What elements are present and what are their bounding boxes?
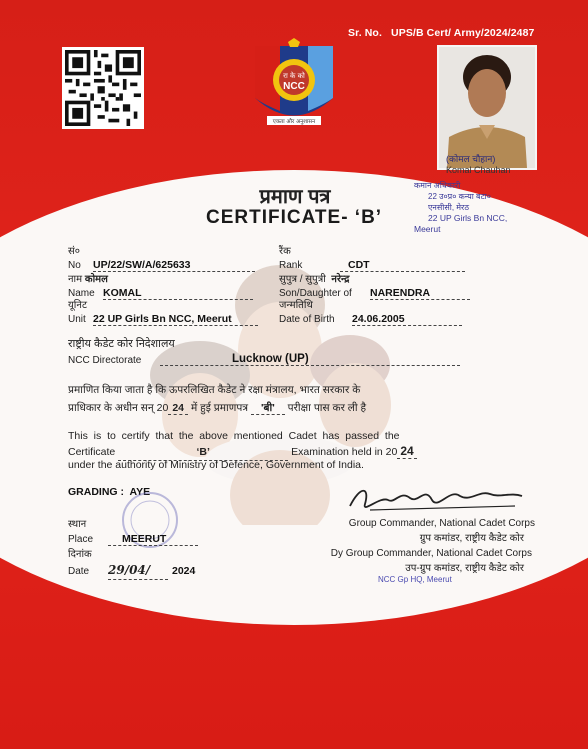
commander-signature-icon <box>340 476 530 521</box>
place-label-hindi: स्थान <box>68 519 87 530</box>
serial-label: Sr. No. <box>348 27 382 39</box>
stamp-line: Meerut <box>414 224 441 234</box>
body-english-year: 24 <box>397 444 416 459</box>
place-value: MEERUT <box>108 533 198 546</box>
ncc-emblem <box>253 38 335 128</box>
ncc-emblem-icon <box>253 38 335 128</box>
dob-label: Date of Birth <box>279 314 335 325</box>
grading-label: GRADING : <box>68 486 124 498</box>
photo-signature <box>432 152 511 175</box>
stamp-line: 22 उ०प्र० कन्या बटा० <box>428 192 491 201</box>
serial-value: UPS/B Cert/ Army/2024/2487 <box>391 27 535 39</box>
body-hindi-line2 <box>68 400 538 416</box>
name-value: KOMAL <box>103 287 253 300</box>
name-label-hindi <box>68 274 108 286</box>
date-label-hindi: दिनांक <box>68 549 92 560</box>
unit-label: Unit <box>68 314 86 325</box>
unit-label-hindi: यूनिट <box>68 300 87 311</box>
name-label: Name <box>68 288 95 299</box>
rank-value: CDT <box>340 259 465 272</box>
place-label: Place <box>68 534 94 545</box>
grading-value: AYE <box>129 486 151 498</box>
name-label-hindi-text: नाम <box>68 274 83 285</box>
emblem-text: NCC <box>283 81 305 92</box>
body-hindi-line1: प्रमाणित किया जाता है कि ऊपरलिखित कैडेट ने रक्षा मंत्रालय, भारत सरकार के <box>68 384 361 396</box>
dy-group-commander-en: Dy Group Commander, National Cadet Corps <box>330 548 532 559</box>
body-hindi-text: प्राधिकार के अधीन सन् 20 <box>68 402 169 414</box>
son-label-hindi-text: सुपुत्र / सुपुत्री <box>279 274 326 285</box>
photo-signature-name: Komal Chauhan <box>446 165 511 175</box>
body-english-line3: under the authority of Ministry of Defence, Government of India. <box>68 459 364 471</box>
date-handwritten-text: 29/04/ <box>108 563 151 577</box>
directorate-label-hindi: राष्ट्रीय कैडेट कोर निदेशालय <box>68 338 175 350</box>
directorate-label: NCC Directorate <box>68 355 142 366</box>
title-english: CERTIFICATE- ‘B’ <box>206 207 383 228</box>
body-hindi-text: परीक्षा पास कर ली है <box>287 402 367 414</box>
body-english-cert: ‘B’ <box>118 444 288 461</box>
date-value-handwritten <box>108 561 168 580</box>
son-label: Son/Daughter of <box>279 288 352 299</box>
stamp-line: कमान अधिकारी <box>414 181 461 190</box>
body-english-text: Examination held in 20 <box>291 446 398 458</box>
son-value-hindi: नरेन्द्र <box>331 274 350 285</box>
son-value: NARENDRA <box>370 287 470 300</box>
name-value-hindi: कोमल <box>84 274 108 285</box>
emblem-text-hindi: रा के को <box>283 72 305 80</box>
body-hindi-year: 24 <box>168 402 188 415</box>
photo-signature-hindi: (कोमल चौहान) <box>446 154 496 164</box>
group-commander-hi: ग्रुप कमांडर, राष्ट्रीय कैडेट कोर <box>419 533 524 544</box>
group-commander-en: Group Commander, National Cadet Corps <box>348 518 535 529</box>
commanding-officer-stamp <box>414 180 526 235</box>
rank-label-hindi: रैंक <box>279 246 291 257</box>
dob-value: 24.06.2005 <box>352 313 462 326</box>
no-label-hindi: सं० <box>68 246 80 257</box>
title-hindi: प्रमाण पत्र <box>259 186 331 208</box>
date-year: 2024 <box>172 565 196 577</box>
body-english-line1: This is to certify that the above mentioned Cadet has passed the <box>68 430 400 442</box>
dy-group-commander-hi: उप-ग्रुप कमांडर, राष्ट्रीय कैडेट कोर <box>405 563 524 574</box>
directorate-value: Lucknow (UP) <box>160 353 460 366</box>
qr-code-icon <box>65 50 141 126</box>
body-hindi-text: में हुई प्रमाणपत्र <box>190 402 249 414</box>
date-label: Date <box>68 566 90 577</box>
rank-label: Rank <box>279 260 303 271</box>
emblem-motto: एकता और अनुशासन <box>272 119 316 125</box>
no-value: UP/22/SW/A/625633 <box>93 259 255 272</box>
son-label-hindi <box>279 274 349 286</box>
no-label: No <box>68 260 81 271</box>
unit-value: 22 UP Girls Bn NCC, Meerut <box>93 313 258 326</box>
stamp-line: 22 UP Girls Bn NCC, <box>428 213 508 223</box>
body-hindi-cert: 'बी' <box>251 402 285 415</box>
qr-code <box>62 47 144 129</box>
cadet-photo-image <box>439 47 535 168</box>
dob-label-hindi: जन्मतिथि <box>279 300 313 311</box>
serial-number <box>348 27 534 39</box>
ncc-group-stamp: NCC Gp HQ, Meerut <box>378 575 452 584</box>
stamp-line: एनसीसी, मेरठ <box>428 203 469 212</box>
body-english-text: Certificate <box>68 446 116 458</box>
